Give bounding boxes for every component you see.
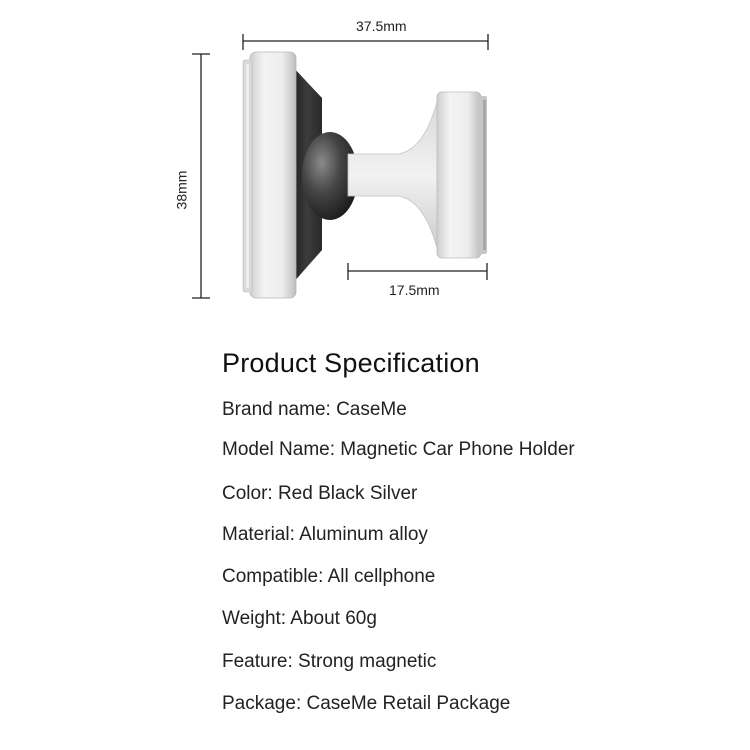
right-plate-seam (483, 100, 486, 250)
spec-title: Product Specification (222, 348, 480, 378)
height-label: 38mm (173, 170, 190, 210)
spec-color: Color: Red Black Silver (222, 483, 418, 504)
stem (348, 98, 438, 252)
spec-model: Model Name: Magnetic Car Phone Holder (222, 439, 575, 460)
spec-package: Package: CaseMe Retail Package (222, 693, 511, 714)
spec-brand: Brand name: CaseMe (222, 399, 407, 420)
spec-material: Material: Aluminum alloy (222, 524, 428, 545)
spec-feature: Feature: Strong magnetic (222, 651, 437, 672)
width-dimension-line (243, 34, 488, 50)
height-dimension-line (192, 54, 210, 298)
left-plate-highlight (246, 64, 249, 288)
spec-weight: Weight: About 60g (222, 608, 377, 629)
left-magnet-plate (250, 52, 296, 298)
right-mount-plate (437, 92, 481, 258)
base-dimension-line (348, 263, 487, 280)
spec-compatible: Compatible: All cellphone (222, 566, 436, 587)
product-diagram (0, 0, 750, 330)
magnetic-holder-drawing (0, 0, 750, 330)
width-label: 37.5mm (356, 18, 407, 34)
base-width-label: 17.5mm (389, 282, 440, 298)
